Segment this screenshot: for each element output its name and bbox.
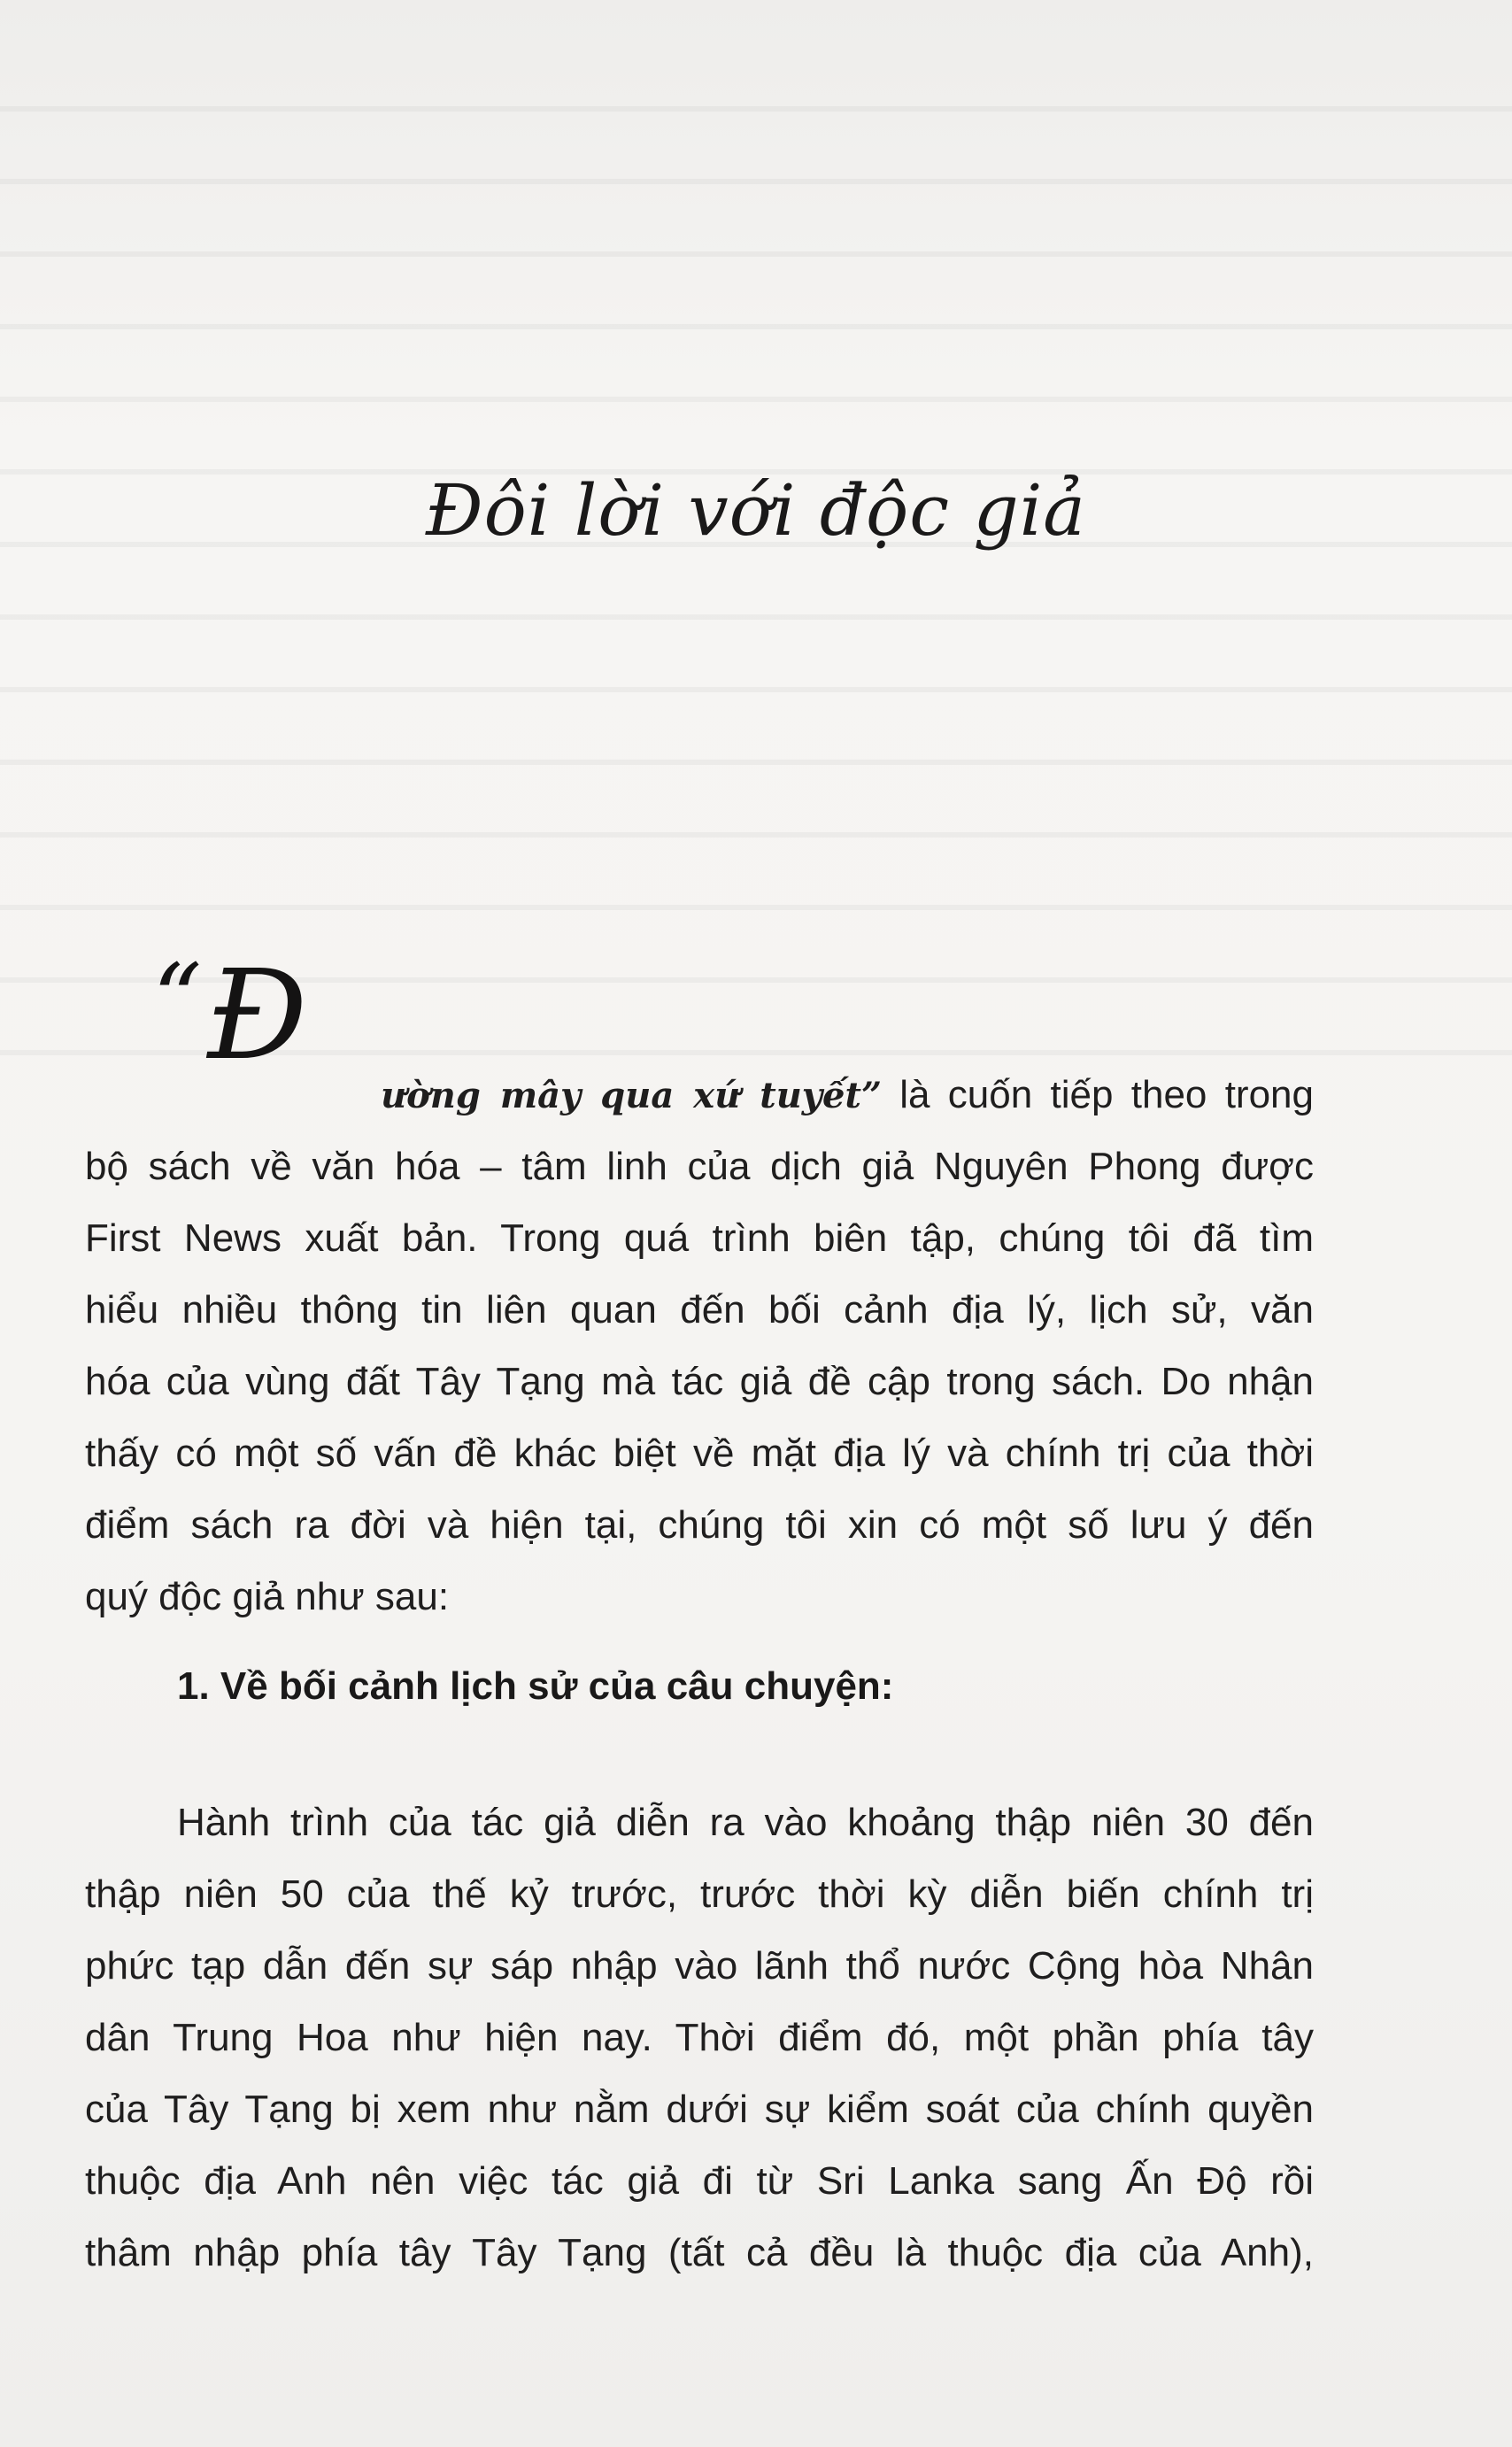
paragraph-line: First News xuất bản. Trong quá trình biên tập, chúng tôi đã tìm	[85, 1216, 1314, 1260]
page-title: Đôi lời với độc giả	[426, 469, 1086, 552]
intro-line-text: là cuốn tiếp theo trong	[881, 1073, 1314, 1116]
section-1-paragraph	[85, 1787, 1314, 2289]
paragraph-line: quý độc giả như sau:	[85, 1575, 450, 1618]
section-heading: 1. Về bối cảnh lịch sử của câu chuyện:	[177, 1664, 894, 1708]
intro-first-line	[381, 1059, 1314, 1131]
paragraph-line: thập niên 50 của thế kỷ trước, trước thời kỳ diễn biến chính trị	[85, 1872, 1314, 1916]
opening-quote-mark: “	[152, 943, 203, 1056]
paragraph-line: thâm nhập phía tây Tây Tạng (tất cả đều là thuộc địa của Anh),	[85, 2231, 1314, 2274]
paragraph-line: của Tây Tạng bị xem như nằm dưới sự kiểm soát của chính quyền	[85, 2088, 1314, 2131]
paragraph-line: điểm sách ra đời và hiện tại, chúng tôi xin có một số lưu ý đến	[85, 1503, 1314, 1547]
paragraph-line: hiểu nhiều thông tin liên quan đến bối cảnh địa lý, lịch sử, văn	[85, 1288, 1314, 1332]
intro-paragraph	[85, 1131, 1314, 1633]
paragraph-line: Hành trình của tác giả diễn ra vào khoảng thập niên 30 đến	[177, 1801, 1314, 1844]
paragraph-line: thuộc địa Anh nên việc tác giả đi từ Sri Lanka sang Ấn Độ rồi	[85, 2159, 1314, 2203]
drop-cap-letter: Đ	[207, 944, 308, 1088]
paragraph-line: bộ sách về văn hóa – tâm linh của dịch giả Nguyên Phong được	[85, 1145, 1314, 1188]
book-title-italic: ường mây qua xứ tuyết”	[381, 1075, 882, 1116]
paragraph-line: hóa của vùng đất Tây Tạng mà tác giả đề cập trong sách. Do nhận	[85, 1360, 1314, 1403]
paragraph-line: phức tạp dẫn đến sự sáp nhập vào lãnh thổ nước Cộng hòa Nhân	[85, 1944, 1314, 1988]
paragraph-line: thấy có một số vấn đề khác biệt về mặt địa lý và chính trị của thời	[85, 1432, 1314, 1475]
drop-cap	[152, 943, 308, 1088]
paragraph-line: dân Trung Hoa như hiện nay. Thời điểm đó, một phần phía tây	[85, 2016, 1314, 2059]
